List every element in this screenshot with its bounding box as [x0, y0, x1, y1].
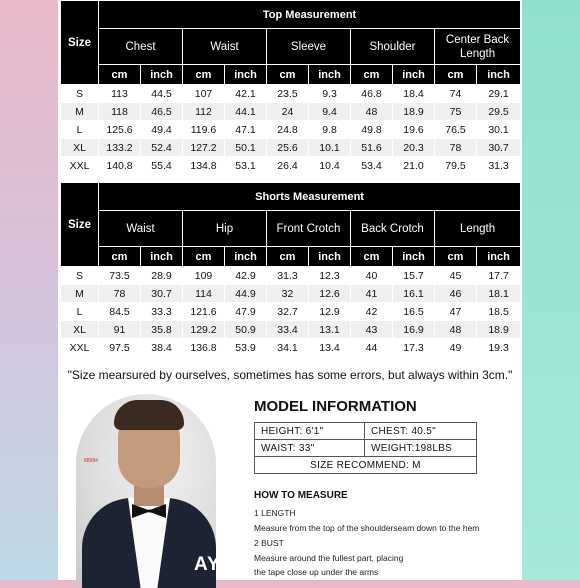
model-size-recommend: SIZE RECOMMEND: M — [255, 457, 477, 474]
value-cell: 47 — [435, 303, 477, 321]
value-cell: 30.7 — [141, 285, 183, 303]
how-to-line: the tape close up under the arms — [254, 567, 379, 577]
value-cell: 15.7 — [393, 267, 435, 285]
unit-header: inch — [393, 247, 435, 267]
unit-header: cm — [351, 247, 393, 267]
value-cell: 119.6 — [183, 121, 225, 139]
value-cell: 44.9 — [225, 285, 267, 303]
table-row — [61, 339, 521, 357]
unit-header: cm — [435, 247, 477, 267]
unit-header: inch — [309, 65, 351, 85]
photo-small-label: 88984 — [84, 458, 98, 464]
value-cell: 49.8 — [351, 121, 393, 139]
value-cell: 78 — [99, 285, 141, 303]
value-cell: 9.4 — [309, 103, 351, 121]
value-cell: 53.4 — [351, 157, 393, 175]
value-cell: 17.3 — [393, 339, 435, 357]
unit-header: inch — [141, 247, 183, 267]
value-cell: 18.5 — [477, 303, 521, 321]
value-cell: 50.9 — [225, 321, 267, 339]
value-cell: 33.3 — [141, 303, 183, 321]
value-cell: 29.5 — [477, 103, 521, 121]
group-header: Hip — [183, 211, 267, 247]
top-measurement-title: Top Measurement — [99, 1, 521, 29]
top-measurement-table — [60, 0, 521, 175]
table-row — [61, 321, 521, 339]
value-cell: 23.5 — [267, 85, 309, 103]
value-cell: 46.5 — [141, 103, 183, 121]
group-header: Length — [435, 211, 521, 247]
value-cell: 46.8 — [351, 85, 393, 103]
value-cell: 112 — [183, 103, 225, 121]
value-cell: 78 — [435, 139, 477, 157]
unit-header: inch — [477, 247, 521, 267]
value-cell: 33.4 — [267, 321, 309, 339]
model-chest: CHEST: 40.5" — [365, 423, 477, 440]
group-header: Shoulder — [351, 29, 435, 65]
value-cell: 91 — [99, 321, 141, 339]
table-row — [61, 285, 521, 303]
value-cell: 53.1 — [225, 157, 267, 175]
value-cell: 76.5 — [435, 121, 477, 139]
group-header: Waist — [99, 211, 183, 247]
value-cell: 134.8 — [183, 157, 225, 175]
value-cell: 19.6 — [393, 121, 435, 139]
value-cell: 18.1 — [477, 285, 521, 303]
table-row — [61, 121, 521, 139]
value-cell: 12.6 — [309, 285, 351, 303]
value-cell: 45 — [435, 267, 477, 285]
value-cell: 74 — [435, 85, 477, 103]
value-cell: 16.5 — [393, 303, 435, 321]
right-background-strip — [522, 0, 580, 580]
value-cell: 114 — [183, 285, 225, 303]
value-cell: 31.3 — [477, 157, 521, 175]
value-cell: 113 — [99, 85, 141, 103]
unit-header: inch — [141, 65, 183, 85]
value-cell: 48 — [351, 103, 393, 121]
value-cell: 9.3 — [309, 85, 351, 103]
unit-header: inch — [477, 65, 521, 85]
how-to-line: Measure from the top of the shoulderseam down to the hem — [254, 523, 480, 533]
value-cell: 55.4 — [141, 157, 183, 175]
value-cell: 42.1 — [225, 85, 267, 103]
value-cell: 49 — [435, 339, 477, 357]
unit-header: cm — [183, 247, 225, 267]
value-cell: 73.5 — [99, 267, 141, 285]
group-header: Waist — [183, 29, 267, 65]
value-cell: 35.8 — [141, 321, 183, 339]
unit-header: cm — [267, 247, 309, 267]
value-cell: 13.1 — [309, 321, 351, 339]
model-photo — [76, 394, 239, 584]
shorts-measurement-title: Shorts Measurement — [99, 183, 521, 211]
how-to-line: Measure around the fullest part, placing — [254, 553, 404, 563]
hair-shape — [114, 400, 184, 430]
group-header: Center Back Length — [435, 29, 521, 65]
unit-header: cm — [99, 65, 141, 85]
value-cell: 40 — [351, 267, 393, 285]
value-cell: 12.3 — [309, 267, 351, 285]
value-cell: 75 — [435, 103, 477, 121]
unit-header: cm — [267, 65, 309, 85]
size-cell: M — [61, 285, 99, 303]
value-cell: 18.9 — [393, 103, 435, 121]
value-cell: 118 — [99, 103, 141, 121]
group-header: Back Crotch — [351, 211, 435, 247]
value-cell: 53.9 — [225, 339, 267, 357]
value-cell: 20.3 — [393, 139, 435, 157]
value-cell: 25.6 — [267, 139, 309, 157]
table-row — [61, 267, 521, 285]
value-cell: 140.8 — [99, 157, 141, 175]
value-cell: 28.9 — [141, 267, 183, 285]
value-cell: 121.6 — [183, 303, 225, 321]
value-cell: 44.1 — [225, 103, 267, 121]
model-info-table — [254, 422, 477, 474]
value-cell: 26.4 — [267, 157, 309, 175]
model-info-title: MODEL INFORMATION — [254, 398, 417, 415]
value-cell: 47.1 — [225, 121, 267, 139]
value-cell: 19.3 — [477, 339, 521, 357]
value-cell: 79.5 — [435, 157, 477, 175]
value-cell: 32 — [267, 285, 309, 303]
value-cell: 10.4 — [309, 157, 351, 175]
size-cell: M — [61, 103, 99, 121]
value-cell: 44.5 — [141, 85, 183, 103]
measurement-note: "Size mearsured by ourselves, sometimes has some errors, but always within 3cm." — [67, 368, 513, 382]
value-cell: 127.2 — [183, 139, 225, 157]
unit-header: inch — [393, 65, 435, 85]
size-cell: L — [61, 303, 99, 321]
value-cell: 41 — [351, 285, 393, 303]
value-cell: 30.1 — [477, 121, 521, 139]
model-weight: WEIGHT:198LBS — [365, 440, 477, 457]
value-cell: 52.4 — [141, 139, 183, 157]
value-cell: 50.1 — [225, 139, 267, 157]
value-cell: 30.7 — [477, 139, 521, 157]
unit-header: inch — [309, 247, 351, 267]
group-header: Sleeve — [267, 29, 351, 65]
value-cell: 21.0 — [393, 157, 435, 175]
value-cell: 24.8 — [267, 121, 309, 139]
group-header: Chest — [99, 29, 183, 65]
value-cell: 9.8 — [309, 121, 351, 139]
shorts-measurement-table — [60, 182, 521, 357]
value-cell: 38.4 — [141, 339, 183, 357]
size-chart-sheet — [58, 0, 522, 580]
value-cell: 47.9 — [225, 303, 267, 321]
value-cell: 51.6 — [351, 139, 393, 157]
how-to-measure-title: HOW TO MEASURE — [254, 490, 348, 501]
value-cell: 29.1 — [477, 85, 521, 103]
value-cell: 133.2 — [99, 139, 141, 157]
table-row — [61, 85, 521, 103]
value-cell: 24 — [267, 103, 309, 121]
value-cell: 31.3 — [267, 267, 309, 285]
size-cell: XXL — [61, 157, 99, 175]
value-cell: 18.4 — [393, 85, 435, 103]
model-waist: WAIST: 33" — [255, 440, 365, 457]
how-to-line: 1 LENGTH — [254, 508, 296, 518]
table-row — [61, 139, 521, 157]
value-cell: 44 — [351, 339, 393, 357]
value-cell: 107 — [183, 85, 225, 103]
value-cell: 12.9 — [309, 303, 351, 321]
model-height: HEIGHT: 6'1" — [255, 423, 365, 440]
size-cell: XXL — [61, 339, 99, 357]
unit-header: inch — [225, 65, 267, 85]
value-cell: 42.9 — [225, 267, 267, 285]
value-cell: 97.5 — [99, 339, 141, 357]
size-cell: S — [61, 267, 99, 285]
unit-header: cm — [435, 65, 477, 85]
value-cell: 49.4 — [141, 121, 183, 139]
brand-logo: AYJI — [194, 554, 239, 575]
value-cell: 16.9 — [393, 321, 435, 339]
value-cell: 129.2 — [183, 321, 225, 339]
value-cell: 48 — [435, 321, 477, 339]
model-section — [58, 388, 522, 580]
value-cell: 18.9 — [477, 321, 521, 339]
value-cell: 125.6 — [99, 121, 141, 139]
size-cell: L — [61, 121, 99, 139]
how-to-line: 2 BUST — [254, 538, 284, 548]
value-cell: 13.4 — [309, 339, 351, 357]
value-cell: 10.1 — [309, 139, 351, 157]
value-cell: 109 — [183, 267, 225, 285]
unit-header: inch — [225, 247, 267, 267]
table-row — [61, 103, 521, 121]
unit-header: cm — [183, 65, 225, 85]
value-cell: 43 — [351, 321, 393, 339]
value-cell: 17.7 — [477, 267, 521, 285]
table-row — [61, 157, 521, 175]
size-header: Size — [61, 1, 99, 85]
size-header: Size — [61, 183, 99, 267]
value-cell: 34.1 — [267, 339, 309, 357]
value-cell: 16.1 — [393, 285, 435, 303]
table-row — [61, 303, 521, 321]
value-cell: 32.7 — [267, 303, 309, 321]
unit-header: cm — [351, 65, 393, 85]
value-cell: 46 — [435, 285, 477, 303]
group-header: Front Crotch — [267, 211, 351, 247]
size-cell: XL — [61, 321, 99, 339]
value-cell: 42 — [351, 303, 393, 321]
size-cell: S — [61, 85, 99, 103]
size-cell: XL — [61, 139, 99, 157]
value-cell: 84.5 — [99, 303, 141, 321]
value-cell: 136.8 — [183, 339, 225, 357]
unit-header: cm — [99, 247, 141, 267]
